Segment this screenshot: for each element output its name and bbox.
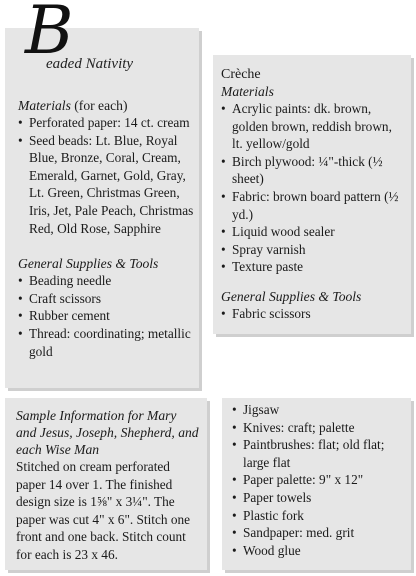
- beaded-materials-list: [18, 114, 198, 237]
- list-item: • Sandpaper: med. grit: [232, 524, 405, 542]
- creche-materials-heading: Materials: [221, 84, 274, 99]
- creche-supplies-list: [221, 305, 403, 323]
- title-rest: eaded Nativity: [46, 56, 134, 72]
- list-item: • Craft scissors: [18, 290, 198, 308]
- materials-heading: Materials: [18, 98, 71, 113]
- list-item: • Knives: craft; palette: [232, 419, 405, 437]
- list-item: • Paper towels: [232, 489, 405, 507]
- list-item: • Spray varnish: [221, 241, 403, 259]
- supplies-heading: General Supplies & Tools: [18, 256, 159, 272]
- beaded-supplies-list: [18, 272, 198, 360]
- creche-materials-list: [221, 100, 403, 276]
- list-item: • Plastic fork: [232, 507, 405, 525]
- sample-heading: Sample Information for Mary and Jesus, Joseph, Shepherd, and each Wise Man: [16, 408, 199, 457]
- list-item: • Wood glue: [232, 542, 405, 560]
- list-item: • Rubber cement: [18, 307, 198, 325]
- materials-note: (for each): [70, 98, 128, 113]
- list-item: • Fabric scissors: [221, 305, 403, 323]
- list-item: • Paintbrushes: flat; old flat; large flat: [232, 436, 405, 471]
- creche-title: Crèche: [221, 67, 261, 82]
- list-item: • Liquid wood sealer: [221, 223, 403, 241]
- list-item: • Acrylic paints: dk. brown, golden brown, reddish brown, lt. yellow/gold: [221, 100, 403, 153]
- materials-heading-line: [18, 97, 198, 114]
- list-item: • Paper palette: 9" x 12": [232, 471, 405, 489]
- list-item: • Fabric: brown board pattern (½ yd.): [221, 188, 403, 223]
- list-item: • Jigsaw: [232, 401, 405, 419]
- list-item: • Perforated paper: 14 ct. cream: [18, 114, 198, 132]
- list-item: • Birch plywood: ¼"-thick (½ sheet): [221, 153, 403, 188]
- beaded-nativity-content: [18, 97, 198, 360]
- tools-panel: [222, 398, 411, 570]
- title-initial: B: [25, 0, 74, 69]
- sample-info-panel: [5, 398, 207, 570]
- sample-body: Stitched on cream perforated paper 14 over 1. The finished design size is 1⅝" x 3¼". The paper was cut 4" x 6". Stitch one front and one back. Stitch count for each is 23 x 46.: [16, 459, 191, 562]
- list-item: • Thread: coordinating; metallic gold: [18, 325, 198, 360]
- list-item: • Texture paste: [221, 258, 403, 276]
- creche-panel: [213, 55, 411, 334]
- tools-list: [232, 401, 405, 559]
- list-item: • Beading needle: [18, 272, 198, 290]
- list-item: • Seed beads: Lt. Blue, Royal Blue, Bronze, Coral, Cream, Emerald, Garnet, Gold, Gray, Lt. Green, Christmas Green, Iris, Jet, Pale Peach, Christmas Red, Old Rose, Sapphire: [18, 132, 198, 238]
- creche-supplies-heading: General Supplies & Tools: [221, 288, 362, 304]
